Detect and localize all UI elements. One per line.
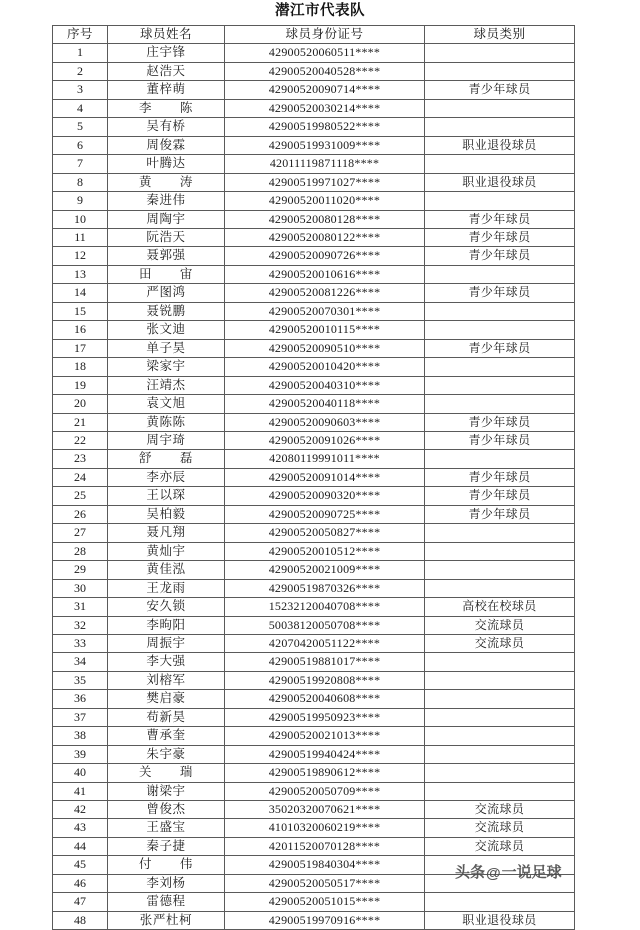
table-row [53,819,575,837]
cell-player-name: 秦子捷 [108,837,225,855]
cell-id-number: 42900520090714**** [225,81,425,99]
cell-id-number: 41010320060219**** [225,819,425,837]
cell-category [425,302,575,320]
cell-player-name: 赵浩天 [108,62,225,80]
cell-player-name: 黄佳泓 [108,561,225,579]
cell-index: 33 [53,634,108,652]
table-row [53,727,575,745]
table-row [53,450,575,468]
cell-category: 交流球员 [425,616,575,634]
cell-id-number: 42900519881017**** [225,653,425,671]
cell-id-number: 42900520051015**** [225,893,425,911]
table-row [53,708,575,726]
table-row [53,431,575,449]
cell-index: 37 [53,708,108,726]
cell-category: 交流球员 [425,801,575,819]
table-row [53,395,575,413]
table-header [53,26,575,44]
table-row [53,321,575,339]
cell-category [425,874,575,892]
cell-id-number: 42900520070301**** [225,302,425,320]
cell-category [425,764,575,782]
table-row [53,173,575,191]
table-row [53,247,575,265]
cell-player-name: 曹承奎 [108,727,225,745]
cell-player-name [108,764,225,782]
cell-index: 19 [53,376,108,394]
cell-index: 2 [53,62,108,80]
table-row [53,671,575,689]
player-name-text: 李陈 [139,100,193,115]
cell-index: 31 [53,598,108,616]
cell-player-name: 董梓萌 [108,81,225,99]
table-row [53,413,575,431]
cell-index: 12 [53,247,108,265]
cell-id-number: 42900520050517**** [225,874,425,892]
cell-id-number: 42900520091026**** [225,431,425,449]
cell-id-number: 42900519870326**** [225,579,425,597]
cell-id-number: 42900520030214**** [225,99,425,117]
cell-id-number: 42900520021013**** [225,727,425,745]
cell-category [425,118,575,136]
cell-player-name [108,99,225,117]
cell-index: 1 [53,44,108,62]
table-row [53,579,575,597]
cell-index: 35 [53,671,108,689]
cell-id-number: 42900520010512**** [225,542,425,560]
table-row [53,487,575,505]
cell-category: 青少年球员 [425,228,575,246]
cell-player-name [108,265,225,283]
cell-category [425,708,575,726]
cell-player-name: 聂凡翔 [108,524,225,542]
cell-index: 4 [53,99,108,117]
cell-player-name: 聂郭强 [108,247,225,265]
cell-player-name: 王龙雨 [108,579,225,597]
table-row [53,136,575,154]
cell-id-number: 42900520090510**** [225,339,425,357]
cell-index: 28 [53,542,108,560]
column-header-index: 序号 [53,26,108,44]
column-header-name: 球员姓名 [108,26,225,44]
cell-category: 交流球员 [425,837,575,855]
cell-player-name: 聂锐鹏 [108,302,225,320]
cell-id-number: 42900520050709**** [225,782,425,800]
cell-index: 36 [53,690,108,708]
cell-category [425,62,575,80]
cell-id-number: 35020320070621**** [225,801,425,819]
player-name-text: 舒磊 [139,451,193,466]
cell-index: 26 [53,505,108,523]
cell-player-name: 王盛宝 [108,819,225,837]
watermark-account: 一说足球 [501,864,562,881]
cell-index: 6 [53,136,108,154]
cell-category [425,155,575,173]
cell-index: 32 [53,616,108,634]
cell-category [425,579,575,597]
cell-id-number: 42900520050827**** [225,524,425,542]
cell-player-name: 安久锁 [108,598,225,616]
cell-index: 29 [53,561,108,579]
cell-player-name: 李昫阳 [108,616,225,634]
table-row [53,81,575,99]
cell-id-number: 42900520040528**** [225,62,425,80]
cell-player-name: 苟新昊 [108,708,225,726]
cell-index: 5 [53,118,108,136]
cell-category [425,690,575,708]
cell-index: 30 [53,579,108,597]
cell-index: 44 [53,837,108,855]
cell-category [425,671,575,689]
cell-player-name: 叶腾达 [108,155,225,173]
column-header-category: 球员类别 [425,26,575,44]
cell-index: 41 [53,782,108,800]
table-row [53,837,575,855]
table-row [53,228,575,246]
cell-id-number: 42900519980522**** [225,118,425,136]
cell-index: 9 [53,192,108,210]
cell-category: 青少年球员 [425,468,575,486]
cell-index: 48 [53,911,108,929]
cell-category [425,524,575,542]
table-row [53,856,575,874]
cell-category: 青少年球员 [425,210,575,228]
cell-player-name: 周宇琦 [108,431,225,449]
cell-player-name: 庄宇锋 [108,44,225,62]
cell-player-name: 张严杜柯 [108,911,225,929]
table-row [53,616,575,634]
cell-category [425,450,575,468]
cell-player-name: 周俊霖 [108,136,225,154]
cell-index: 18 [53,358,108,376]
cell-index: 13 [53,265,108,283]
cell-index: 23 [53,450,108,468]
cell-player-name: 朱宇豪 [108,745,225,763]
table-row [53,210,575,228]
table-row [53,561,575,579]
cell-id-number: 42900520090603**** [225,413,425,431]
table-row [53,745,575,763]
cell-player-name: 李刘杨 [108,874,225,892]
cell-id-number: 42011119871118**** [225,155,425,173]
table-row [53,893,575,911]
cell-index: 3 [53,81,108,99]
roster-table-container [52,25,574,930]
cell-category [425,321,575,339]
cell-category [425,653,575,671]
cell-category: 青少年球员 [425,413,575,431]
cell-player-name: 严图鸿 [108,284,225,302]
cell-player-name: 周振宇 [108,634,225,652]
cell-index: 27 [53,524,108,542]
cell-category [425,542,575,560]
cell-index: 10 [53,210,108,228]
cell-id-number: 42900520011020**** [225,192,425,210]
column-header-id: 球员身份证号 [225,26,425,44]
cell-index: 34 [53,653,108,671]
cell-player-name: 雷德程 [108,893,225,911]
cell-id-number: 42900519840304**** [225,856,425,874]
cell-id-number: 42900520090726**** [225,247,425,265]
cell-id-number: 42900520010115**** [225,321,425,339]
cell-id-number: 42900520010616**** [225,265,425,283]
cell-player-name [108,856,225,874]
table-row [53,634,575,652]
cell-category: 交流球员 [425,634,575,652]
table-row [53,911,575,929]
cell-index: 45 [53,856,108,874]
cell-category: 职业退役球员 [425,911,575,929]
table-row [53,192,575,210]
cell-player-name: 王以琛 [108,487,225,505]
cell-id-number: 42900519931009**** [225,136,425,154]
table-row [53,505,575,523]
cell-category [425,856,575,874]
cell-index: 21 [53,413,108,431]
player-roster-table [52,25,575,930]
cell-id-number: 42011520070128**** [225,837,425,855]
cell-id-number: 42900520080122**** [225,228,425,246]
cell-player-name: 周陶宇 [108,210,225,228]
cell-id-number: 42900520040118**** [225,395,425,413]
cell-player-name: 阮浩天 [108,228,225,246]
cell-category [425,192,575,210]
cell-category: 青少年球员 [425,81,575,99]
cell-index: 47 [53,893,108,911]
cell-player-name: 汪靖杰 [108,376,225,394]
cell-id-number: 42080119991011**** [225,450,425,468]
table-row [53,801,575,819]
cell-player-name: 李亦辰 [108,468,225,486]
table-row [53,284,575,302]
cell-player-name: 樊启豪 [108,690,225,708]
cell-player-name [108,450,225,468]
cell-player-name: 刘榕军 [108,671,225,689]
cell-category: 青少年球员 [425,505,575,523]
cell-index: 42 [53,801,108,819]
table-body [53,44,575,930]
cell-index: 22 [53,431,108,449]
cell-category [425,358,575,376]
cell-id-number: 15232120040708**** [225,598,425,616]
cell-id-number: 42900519920808**** [225,671,425,689]
cell-index: 11 [53,228,108,246]
table-row [53,62,575,80]
cell-category [425,727,575,745]
cell-id-number: 42900520091014**** [225,468,425,486]
cell-id-number: 42900520021009**** [225,561,425,579]
cell-id-number: 42900520040608**** [225,690,425,708]
cell-category [425,99,575,117]
page-title: 潜江市代表队 [275,3,365,19]
cell-category: 青少年球员 [425,487,575,505]
cell-id-number: 42900519950923**** [225,708,425,726]
cell-index: 40 [53,764,108,782]
player-name-text: 付伟 [139,857,193,872]
cell-index: 43 [53,819,108,837]
player-name-text: 田宙 [139,266,193,281]
cell-player-name: 曾俊杰 [108,801,225,819]
cell-index: 39 [53,745,108,763]
table-row [53,468,575,486]
cell-player-name: 袁文旭 [108,395,225,413]
cell-player-name: 黄灿宇 [108,542,225,560]
cell-id-number: 42900520090725**** [225,505,425,523]
cell-index: 20 [53,395,108,413]
cell-id-number: 42070420051122**** [225,634,425,652]
table-row [53,542,575,560]
cell-id-number: 42900519970916**** [225,911,425,929]
table-row [53,302,575,320]
table-row [53,524,575,542]
cell-id-number: 42900520060511**** [225,44,425,62]
cell-index: 15 [53,302,108,320]
cell-id-number: 42900520090320**** [225,487,425,505]
cell-category: 职业退役球员 [425,173,575,191]
cell-player-name: 秦进伟 [108,192,225,210]
cell-category: 高校在校球员 [425,598,575,616]
cell-index: 17 [53,339,108,357]
cell-category: 青少年球员 [425,284,575,302]
cell-id-number: 42900520010420**** [225,358,425,376]
cell-category [425,561,575,579]
table-row [53,764,575,782]
watermark-at-icon: @ [486,865,501,882]
player-name-text: 关瑞 [139,765,193,780]
cell-index: 38 [53,727,108,745]
cell-player-name: 李大强 [108,653,225,671]
cell-player-name: 张文迪 [108,321,225,339]
cell-category [425,782,575,800]
cell-id-number: 42900520081226**** [225,284,425,302]
cell-category [425,395,575,413]
table-row [53,339,575,357]
table-row [53,653,575,671]
cell-index: 7 [53,155,108,173]
table-row [53,782,575,800]
table-row [53,358,575,376]
cell-category: 职业退役球员 [425,136,575,154]
cell-player-name [108,173,225,191]
cell-id-number: 50038120050708**** [225,616,425,634]
table-row [53,118,575,136]
table-row [53,376,575,394]
cell-category: 青少年球员 [425,339,575,357]
watermark-platform: 头条 [455,864,486,881]
table-row [53,44,575,62]
cell-player-name: 单子昊 [108,339,225,357]
cell-category [425,376,575,394]
player-name-text: 黄涛 [139,174,193,189]
cell-id-number: 42900520040310**** [225,376,425,394]
cell-index: 16 [53,321,108,339]
cell-player-name: 谢梁宇 [108,782,225,800]
cell-player-name: 黄陈陈 [108,413,225,431]
table-row [53,265,575,283]
cell-id-number: 42900519890612**** [225,764,425,782]
cell-index: 8 [53,173,108,191]
cell-player-name: 吴有桥 [108,118,225,136]
cell-id-number: 42900520080128**** [225,210,425,228]
table-row [53,874,575,892]
cell-index: 25 [53,487,108,505]
cell-index: 14 [53,284,108,302]
cell-player-name: 吴柏毅 [108,505,225,523]
cell-id-number: 42900519971027**** [225,173,425,191]
table-row [53,99,575,117]
cell-category: 青少年球员 [425,247,575,265]
cell-id-number: 42900519940424**** [225,745,425,763]
cell-category [425,44,575,62]
cell-category [425,265,575,283]
table-header-row [53,26,575,44]
cell-index: 46 [53,874,108,892]
table-row [53,690,575,708]
cell-category: 青少年球员 [425,431,575,449]
table-row [53,155,575,173]
cell-category: 交流球员 [425,819,575,837]
cell-player-name: 梁家宇 [108,358,225,376]
table-row [53,598,575,616]
cell-index: 24 [53,468,108,486]
cell-category [425,745,575,763]
cell-category [425,893,575,911]
